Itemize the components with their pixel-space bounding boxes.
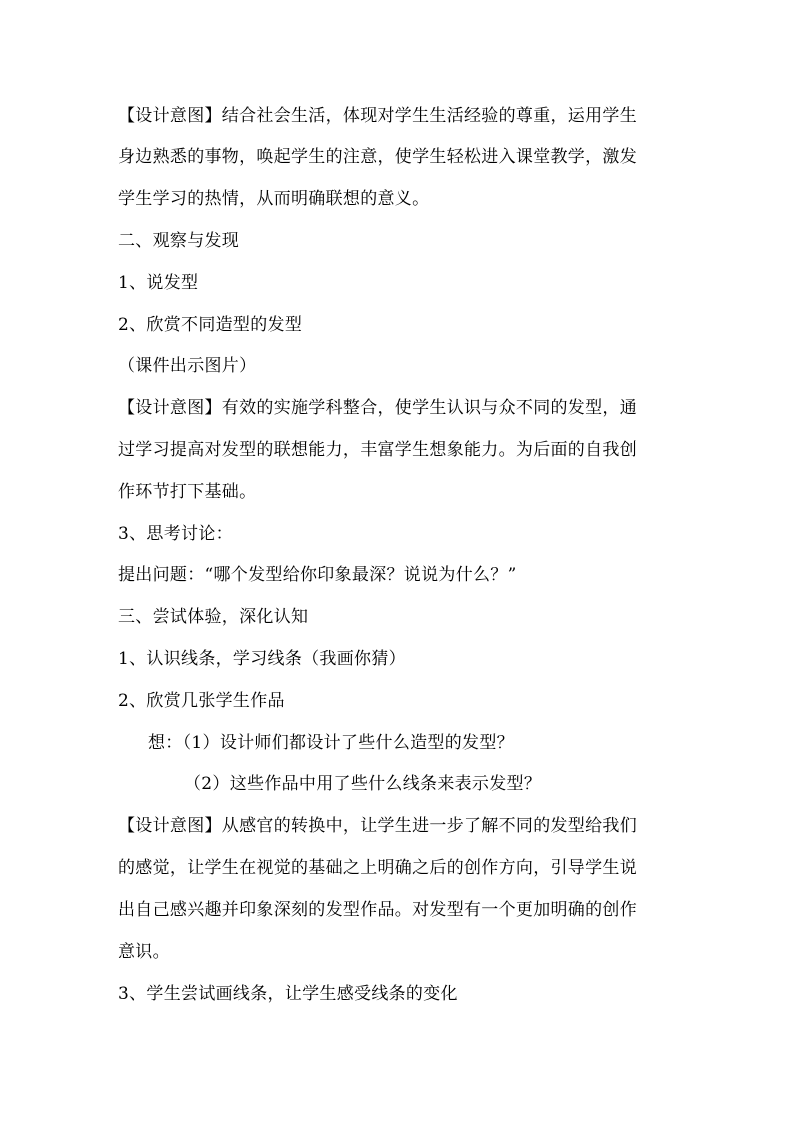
think-question-1: 想：（1）设计师们都设计了些什么造型的发型？ xyxy=(148,733,514,753)
section-heading-experience: 三、尝试体验，深化认知 xyxy=(118,607,309,627)
list-item-draw-lines: 3、学生尝试画线条，让学生感受线条的变化 xyxy=(118,984,458,1004)
design-intent-paragraph-3-line-4: 意识。 xyxy=(118,942,170,962)
design-intent-paragraph-2-line-1: 【设计意图】有效的实施学科整合，使学生认识与众不同的发型，通 xyxy=(118,398,637,418)
section-heading-observe: 二、观察与发现 xyxy=(118,231,240,251)
design-intent-paragraph-3-line-1: 【设计意图】从感官的转换中，让学生进一步了解不同的发型给我们 xyxy=(118,816,637,836)
list-item-learn-lines: 1、认识线条，学习线条（我画你猜） xyxy=(118,649,406,669)
list-item-student-works: 2、欣赏几张学生作品 xyxy=(118,691,285,711)
list-item-appreciate-styles: 2、欣赏不同造型的发型 xyxy=(118,315,303,335)
list-item-discussion: 3、思考讨论： xyxy=(118,524,233,544)
design-intent-paragraph-3-line-2: 的感觉，让学生在视觉的基础之上明确之后的创作方向，引导学生说 xyxy=(118,858,637,878)
think-question-2: （2）这些作品中用了些什么线条来表示发型？ xyxy=(184,774,542,794)
design-intent-paragraph-2-line-2: 过学习提高对发型的联想能力，丰富学生想象能力。为后面的自我创 xyxy=(118,440,637,460)
question-line: 提出问题：“哪个发型给你印象最深？说说为什么？” xyxy=(118,565,517,585)
design-intent-paragraph-2-line-3: 作环节打下基础。 xyxy=(118,482,257,502)
courseware-note: （课件出示图片） xyxy=(118,356,257,376)
list-item-hair-talk: 1、说发型 xyxy=(118,273,199,293)
design-intent-paragraph-3-line-3: 出自己感兴趣并印象深刻的发型作品。对发型有一个更加明确的创作 xyxy=(118,900,637,920)
design-intent-paragraph-1-line-2: 身边熟悉的事物，唤起学生的注意，使学生轻松进入课堂教学，激发 xyxy=(118,147,637,167)
design-intent-paragraph-1-line-1: 【设计意图】结合社会生活，体现对学生生活经验的尊重，运用学生 xyxy=(118,106,637,126)
design-intent-paragraph-1-line-3: 学生学习的热情，从而明确联想的意义。 xyxy=(118,189,430,209)
